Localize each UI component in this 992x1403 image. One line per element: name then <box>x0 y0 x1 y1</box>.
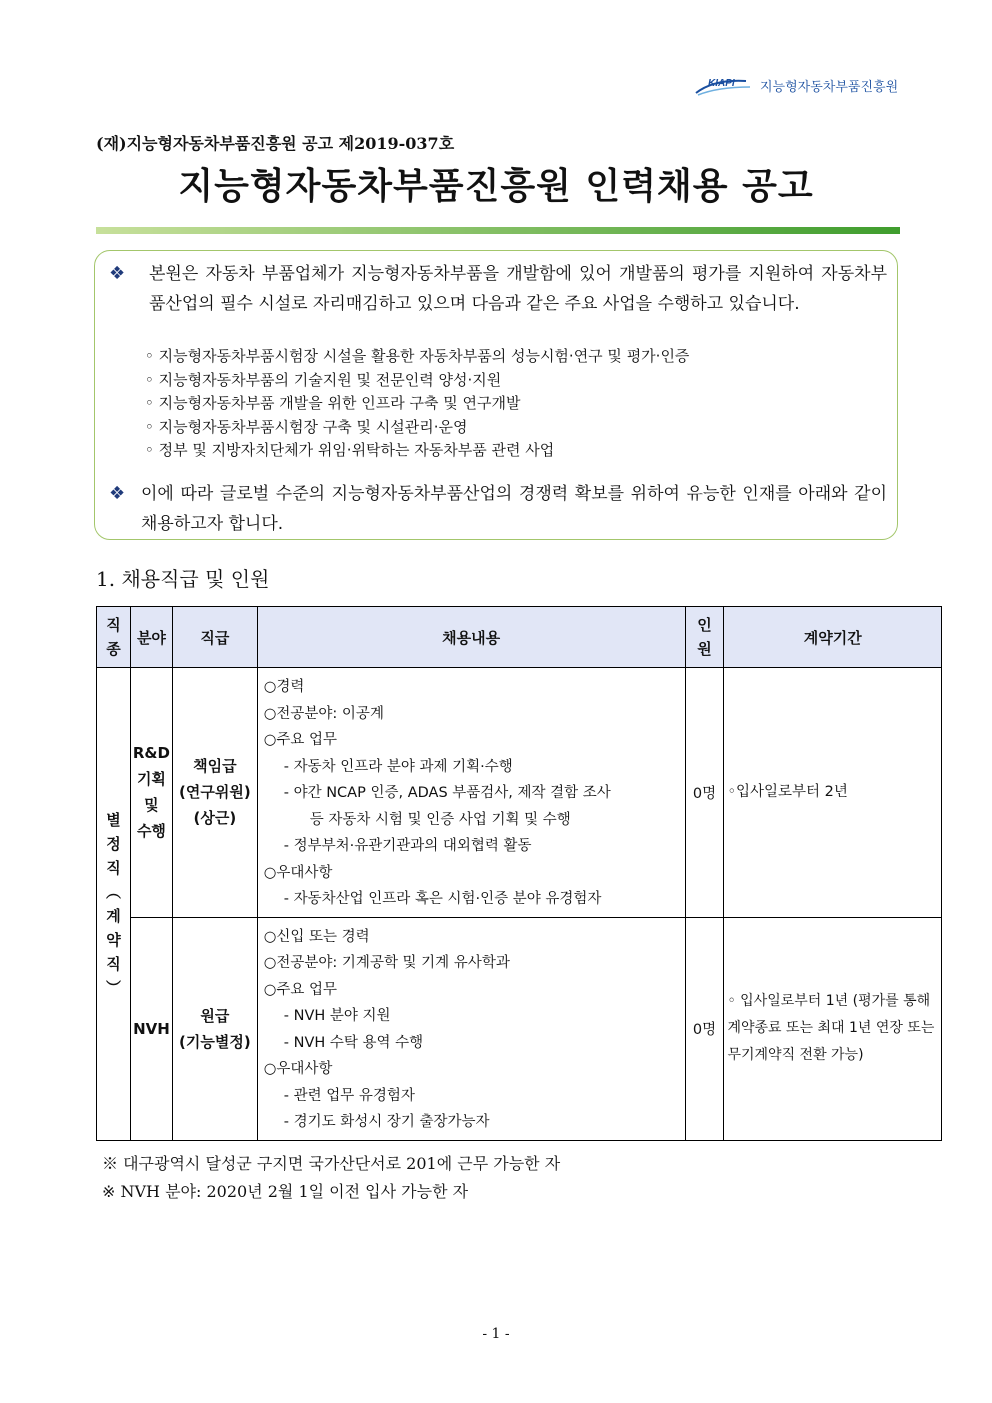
diamond-bullet-icon: ❖ <box>109 483 126 504</box>
logo-wordmark: KIAPI <box>708 78 735 89</box>
list-item: ◦ 지능형자동차부품의 기술지원 및 전문인력 양성·지원 <box>145 370 502 389</box>
content-cell: ○경력 ○전공분야: 이공계 ○주요 업무 - 자동차 인프라 분야 과제 기획·수행 - 야간 NCAP 인증, ADAS 부품검사, 제작 결함 조사 등 자동차 시험 및 인증 사업 기획 및 수행 - 정부부처·유관기관과의 대외협력 활동 ○우대사항 - 자동차산업 인프라 혹은 시험·인증 분야 유경험자 <box>257 668 685 918</box>
list-item: ◦ 지능형자동차부품 개발을 위한 인프라 구축 및 연구개발 <box>145 394 521 412</box>
intro-box <box>94 250 898 540</box>
header-period: 계약기간 <box>724 607 942 668</box>
notice-number: (재)지능형자동차부품진흥원 공고 제2019-037호 <box>96 134 455 153</box>
intro-list <box>145 345 689 463</box>
field-cell: NVH <box>130 917 172 1140</box>
page-title: 지능형자동차부품진흥원 인력채용 공고 <box>178 166 814 207</box>
content-cell: ○신입 또는 경력 ○전공분야: 기계공학 및 기계 유사학과 ○주요 업무 - NVH 분야 지원 - NVH 수탁 용역 수행 ○우대사항 - 관련 업무 유경험자 - 경기도 화성시 장기 출장가능자 <box>257 917 685 1140</box>
notes <box>102 1150 560 1206</box>
table-header-row <box>97 607 942 668</box>
recruitment-table <box>96 606 942 1141</box>
org-name: 지능형자동차부품진흥원 <box>760 79 899 95</box>
section-heading: 1. 채용직급 및 인원 <box>96 567 270 591</box>
field-cell: R&D 기획 및 수행 <box>130 668 172 918</box>
count-cell: 0명 <box>685 668 724 918</box>
list-item: ◦ 정부 및 지방자치단체가 위임·위탁하는 자동차부품 관련 사업 <box>145 441 555 459</box>
table-row <box>97 917 942 1140</box>
kiapi-logo-icon <box>694 73 754 97</box>
period-cell: ◦입사일로부터 2년 <box>724 668 942 918</box>
grade-cell: 책임급 (연구위원) (상근) <box>172 668 257 918</box>
kiapi-logo <box>694 70 904 100</box>
list-item: ◦ 지능형자동차부품시험장 시설을 활용한 자동차부품의 성능시험·연구 및 평가·인증 <box>145 347 690 365</box>
note-item: ※ NVH 분야: 2020년 2월 1일 이전 입사 가능한 자 <box>102 1182 469 1201</box>
diamond-bullet-icon: ❖ <box>109 263 126 284</box>
header-grade: 직급 <box>172 607 257 668</box>
intro-paragraph-1: ❖ 본원은 자동차 부품업체가 지능형자동차부품을 개발함에 있어 개발품의 평가를 지원하여 자동차부품산업의 필수 시설로 자리매김하고 있으며 다음과 같은 주요 사업을 수행하고 있습니다. <box>109 259 887 319</box>
list-item: ◦ 지능형자동차부품시험장 구축 및 시설관리·운영 <box>145 417 468 436</box>
count-cell: 0명 <box>685 917 724 1140</box>
page-number: - 1 - <box>482 1326 510 1342</box>
grade-cell: 원급 (기능별정) <box>172 917 257 1140</box>
period-cell: ◦ 입사일로부터 1년 (평가를 통해 계약종료 또는 최대 1년 연장 또는 무기계약직 전환 가능) <box>724 917 942 1140</box>
header-field: 분야 <box>130 607 172 668</box>
header-job-type: 직 종 <box>97 607 131 668</box>
header-count: 인 원 <box>685 607 724 668</box>
title-divider <box>96 227 900 234</box>
header-content: 채용내용 <box>257 607 685 668</box>
note-item: ※ 대구광역시 달성군 구지면 국가산단서로 201에 근무 가능한 자 <box>102 1154 561 1173</box>
job-type-cell: 별 정 직 ︵ 계 약 직 ︶ <box>97 668 131 1141</box>
table-row <box>97 668 942 918</box>
intro-paragraph-2: ❖ 이에 따라 글로벌 수준의 지능형자동차부품산업의 경쟁력 확보를 위하여 유능한 인재를 아래와 같이 채용하고자 합니다. <box>109 479 887 539</box>
